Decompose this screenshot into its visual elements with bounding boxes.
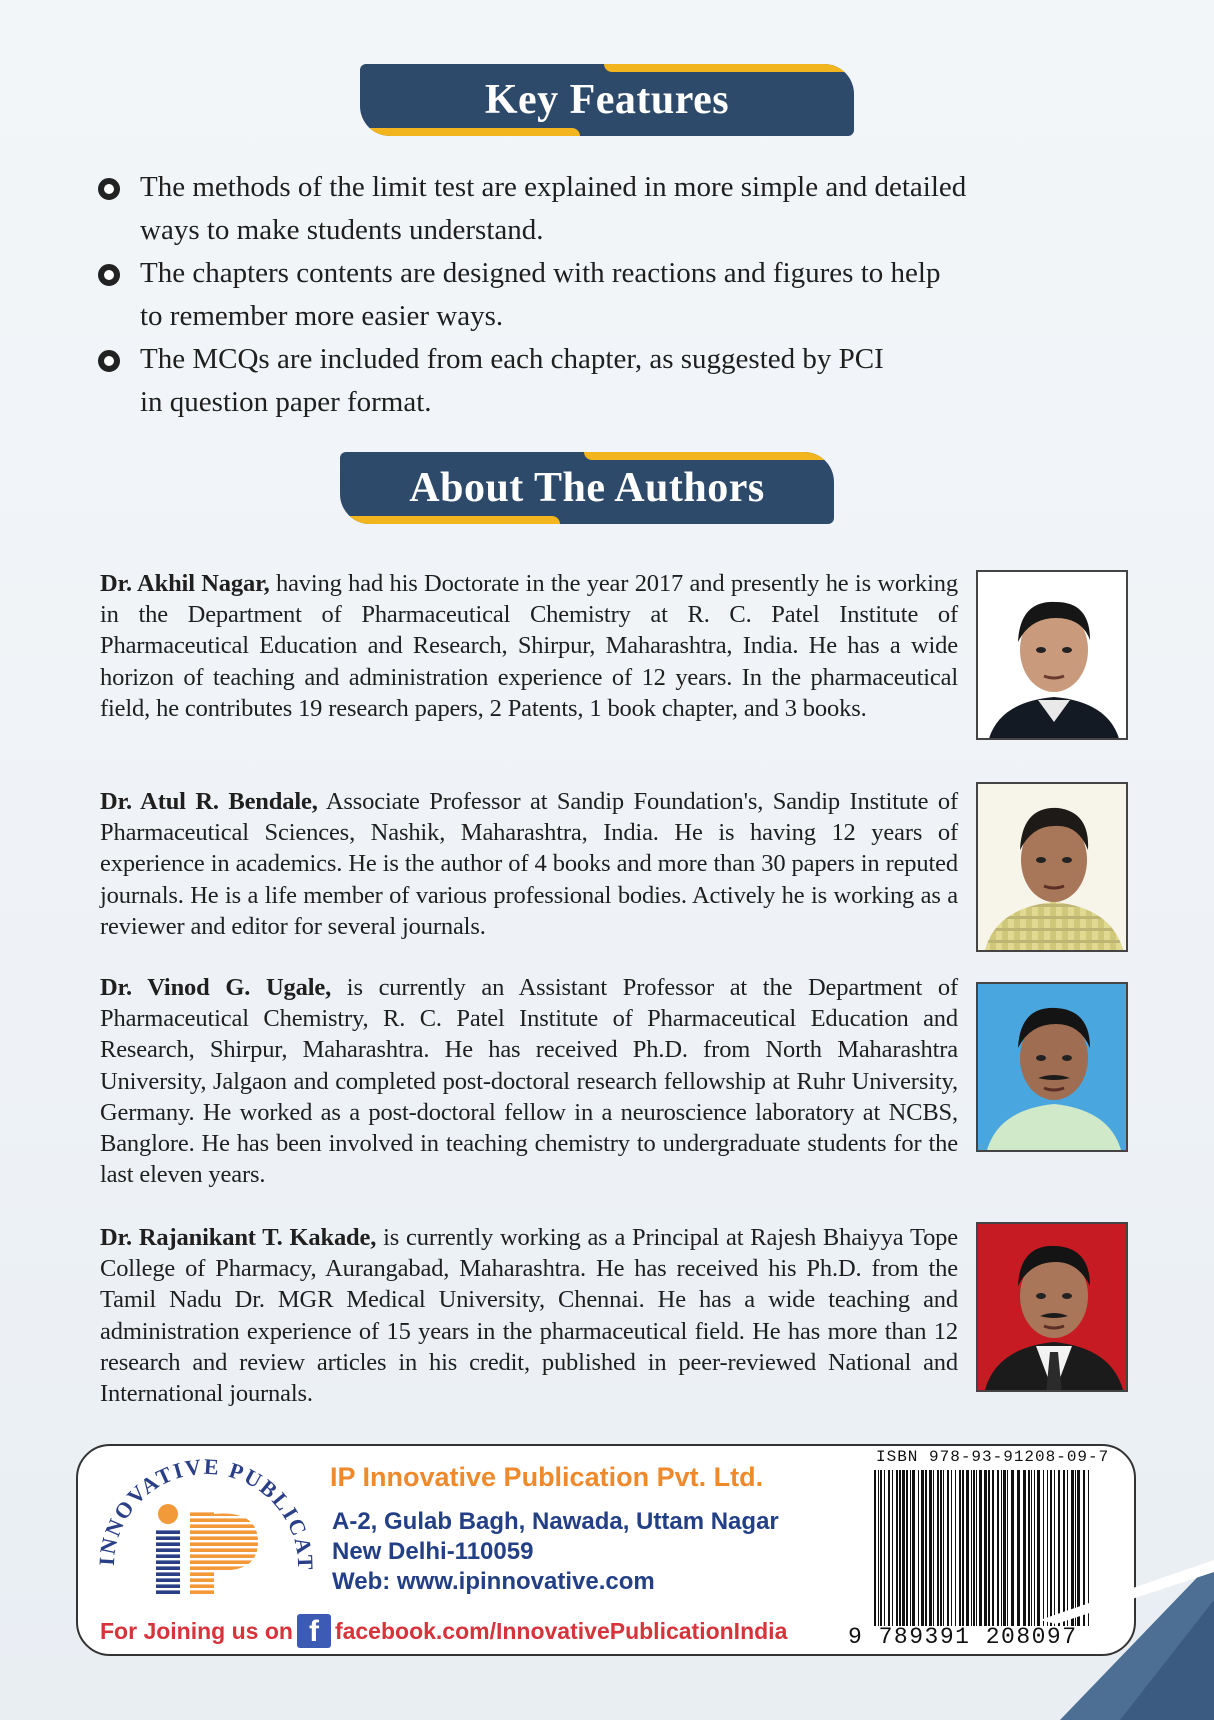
barcode-bar [918,1470,919,1626]
feature-line: in question paper format. [140,386,432,418]
barcode-bar [940,1470,942,1626]
barcode-bar [959,1470,961,1626]
author-bio [100,568,958,724]
about-authors-title: About The Authors [409,465,765,511]
barcode-bar [966,1470,969,1626]
barcode-bar [951,1470,952,1626]
publisher-logo [96,1456,316,1606]
feature-item [98,166,1098,252]
corner-decoration [1040,1560,1214,1720]
address-line: New Delhi-110059 [332,1538,534,1565]
barcode-bar [896,1470,898,1626]
author-name: Dr. Rajanikant T. Kakade, [100,1224,377,1251]
join-label: For Joining us on [100,1617,293,1644]
banner-accent-stripe [340,516,560,524]
feature-line: to remember more easier ways. [140,300,504,332]
barcode-bar [1011,1470,1014,1626]
facebook-link[interactable]: facebook.com/InnovativePublicationIndia [334,1617,788,1644]
barcode-bar [884,1470,885,1626]
feature-line: ways to make students understand. [140,214,544,246]
author-name: Dr. Atul R. Bendale, [100,788,318,815]
author-bio-text: is currently working as a Principal at Rajesh Bhaiyya Tope College of Pharmacy, Aurangabad, Maharashtra. He has received his Ph.D. from the Tamil Nadu Dr. MGR Medical University, Chennai. He has a wide teaching and administration experience of 15 years in the pharmaceutical field. He has more than 12 research and review articles in his credit, published in peer-reviewed National and International journals. [100,1224,958,1408]
facebook-join [100,1614,787,1648]
barcode-bar [874,1470,876,1626]
barcode-bar [933,1470,934,1626]
barcode-bar [888,1470,890,1626]
barcode-bar [899,1470,901,1626]
bullet-icon [98,350,120,372]
author-photo [976,1222,1128,1392]
barcode-bar [1007,1470,1008,1626]
feature-line: The chapters contents are designed with reactions and figures to help [140,257,941,289]
isbn-digits: 9 789391 208097 [848,1624,1078,1650]
barcode-bar [979,1470,982,1626]
author-bio [100,972,958,1190]
website-link[interactable]: Web: www.ipinnovative.com [332,1568,655,1595]
barcode-bar [1003,1470,1006,1626]
barcode-bar [947,1470,949,1626]
author-bio-text: is currently an Assistant Professor at the Department of Pharmaceutical Chemistry, R. C. Patel Institute of Pharmaceutical Education and Research, Shirpur, Maharashtra. He has received Ph.D. from North Maharashtra University, Jalgaon and completed post-doctoral research fellowship at Ruhr University, Germany. He worked as a post-doctoral fellow in a neuroscience laboratory at NCBS, Banglore. He has been involved in teaching chemistry to undergraduate students for the last eleven years. [100,974,958,1189]
feature-line: The methods of the limit test are explained in more simple and detailed [140,171,967,203]
about-authors-banner [340,452,834,524]
feature-line: The MCQs are included from each chapter, as suggested by PCI [140,343,884,375]
barcode-bar [910,1470,911,1626]
author-bio [100,1222,958,1409]
barcode-bar [1001,1470,1002,1626]
barcode-bar [902,1470,905,1626]
barcode-bar [912,1470,915,1626]
barcode-bar [892,1470,893,1626]
author-photo [976,570,1128,740]
barcode-bar [1028,1470,1030,1626]
key-features-list [98,166,1098,424]
address-line: A-2, Gulab Bagh, Nawada, Uttam Nagar [332,1508,779,1535]
banner-accent-stripe [584,452,834,460]
barcode-bar [988,1470,990,1626]
key-features-banner [360,64,854,136]
author-bio-text: having had his Doctorate in the year 2017 and presently he is working in the Department of Pharmaceutical Chemistry at R. C. Patel Institute of Pharmaceutical Education and Research, Shirpur, Maharashtra, India. He has a wide horizon of teaching and administration experience of 12 years. In the pharmaceutical field, he contributes 19 research papers, 2 Patents, 1 book chapter, and 3 books. [100,570,958,722]
author-name: Dr. Akhil Nagar, [100,570,270,597]
feature-item [98,252,1098,338]
barcode-bar [929,1470,932,1626]
barcode-bar [1034,1470,1035,1626]
banner-accent-stripe [360,128,580,136]
author-bio [100,786,958,942]
barcode-bar [1017,1470,1020,1626]
barcode-bar [1031,1470,1032,1626]
author-photo [976,782,1128,952]
barcode-bar [997,1470,999,1626]
facebook-icon: f [297,1614,331,1648]
barcode-bar [1023,1470,1026,1626]
barcode-bar [925,1470,927,1626]
feature-item [98,338,1098,424]
barcode-bar [984,1470,987,1626]
barcode-bar [906,1470,908,1626]
bullet-icon [98,178,120,200]
barcode-bar [955,1470,956,1626]
banner-accent-stripe [604,64,854,72]
author-bio-text: Associate Professor at Sandip Foundation's, Sandip Institute of Pharmaceutical Sciences, Nashik, Maharashtra, India. He is having 12 years of experience in academics. He is the author of 4 books and more than 30 papers in reputed journals. He is a life member of various professional bodies. Actively he is working as a reviewer and editor for several journals. [100,788,959,940]
bullet-icon [98,264,120,286]
barcode-bar [992,1470,994,1626]
logo-ring-text: INNOVATIVE PUBLICAT [96,1456,316,1572]
barcode-bar [878,1470,879,1626]
barcode-bar [971,1470,972,1626]
barcode-bar [921,1470,924,1626]
author-photo [976,982,1128,1152]
isbn-label: ISBN 978-93-91208-09-7 [876,1448,1110,1466]
barcode-bar [880,1470,882,1626]
author-name: Dr. Vinod G. Ugale, [100,974,332,1001]
barcode-bar [943,1470,944,1626]
barcode-bar [937,1470,939,1626]
barcode-bar [976,1470,977,1626]
barcode-bar [962,1470,964,1626]
barcode-bar [973,1470,975,1626]
publisher-name: IP Innovative Publication Pvt. Ltd. [330,1462,764,1492]
key-features-title: Key Features [484,77,730,123]
